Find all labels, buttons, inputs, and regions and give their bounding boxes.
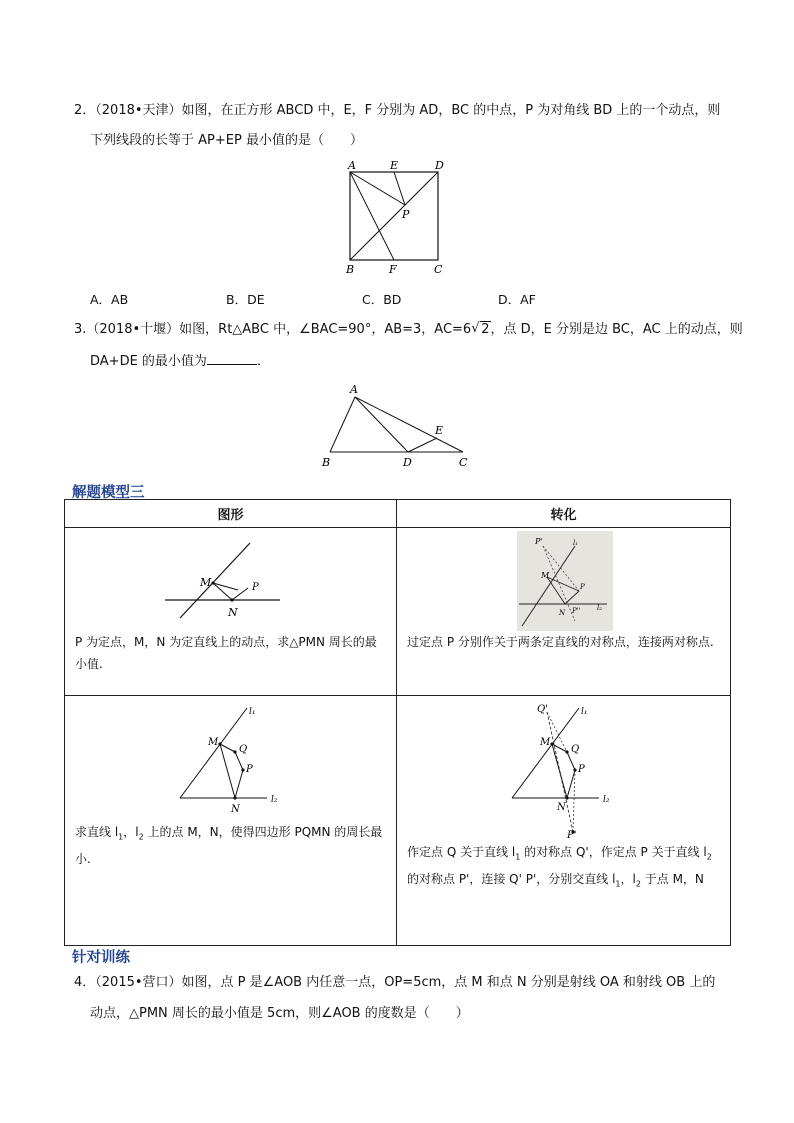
subscript-1: 1 xyxy=(515,852,521,862)
r1r-label-n: N xyxy=(559,609,566,617)
line-l1 xyxy=(512,708,579,798)
tri-label-d: D xyxy=(403,456,412,469)
r2r-label-m: M xyxy=(540,737,551,748)
q2-option-b: B．DE xyxy=(226,292,265,307)
row2-right-cell xyxy=(397,696,731,946)
segment-pn xyxy=(235,770,243,798)
q3-stem-part2: ，点 D，E 分别是边 BC，AC 上的动点，则 xyxy=(490,322,743,337)
table-row xyxy=(65,696,731,946)
table-header-row xyxy=(65,500,731,528)
row1-left-cell xyxy=(65,528,397,696)
tri-label-e: E xyxy=(435,424,444,437)
row2-right-text-a: 作定点 Q 关于直线 l xyxy=(407,845,516,859)
segment-ad xyxy=(355,397,408,452)
tri-label-a: A xyxy=(350,383,358,396)
r1r-label-l2: l₂ xyxy=(597,604,603,612)
col-header-figure: 图形 xyxy=(65,500,397,528)
point-p xyxy=(573,768,576,771)
q2-option-c: C．BD xyxy=(362,292,402,307)
label-b: B xyxy=(346,263,355,276)
q3-triangle-figure xyxy=(315,380,475,472)
diagonal-bd xyxy=(350,172,438,260)
q3-stem-line2-text: DA+DE 的最小值为 xyxy=(90,354,207,369)
q4-line1: 4．（2015•营口）如图，点 P 是∠AOB 内任意一点，OP=5cm，点 M 和点 N 分别是射线 OA 和射线 OB 上的 xyxy=(74,975,716,990)
line-p-p1 xyxy=(573,770,575,832)
point-n xyxy=(230,598,233,601)
r2r-label-p: P xyxy=(578,764,585,775)
segment-ep xyxy=(394,172,405,205)
tri-label-c: C xyxy=(459,456,468,469)
row1-right-cell xyxy=(397,528,731,696)
row1-right-text: 过定点 P 分别作关于两条定直线的对称点，连接两对称点. xyxy=(407,635,714,649)
segment-de xyxy=(408,438,437,452)
row2-right-text xyxy=(397,841,731,896)
row2-right-text-b: 的对称点 Q'，作定点 P 关于直线 l xyxy=(520,845,707,859)
label-c: C xyxy=(434,263,443,276)
side-ac xyxy=(355,397,463,452)
q2-square-figure xyxy=(330,155,460,280)
model3-table xyxy=(64,499,731,946)
q3-stem-line2 xyxy=(90,352,270,372)
segment-mn xyxy=(220,744,235,798)
r2l-label-n: N xyxy=(231,804,240,815)
row1-left-figure xyxy=(160,538,290,628)
col-header-transform: 转化 xyxy=(397,500,731,528)
r1r-label-p: P xyxy=(580,583,585,591)
subscript-1: 1 xyxy=(615,879,621,889)
r2l-label-l1: l₁ xyxy=(249,707,256,717)
row2-left-text-c: 上的点 M，N，使得四边形 PQMN 的周长最小. xyxy=(75,825,383,867)
point-m xyxy=(211,581,214,584)
r2r-label-q1: Q' xyxy=(537,704,548,715)
subscript-2: 2 xyxy=(635,879,641,889)
label-d: D xyxy=(435,159,444,172)
r1r-label-p1: P' xyxy=(535,537,543,546)
row1-right-figure xyxy=(517,531,613,631)
point-p xyxy=(241,768,244,771)
r2r-label-n: N xyxy=(557,802,566,813)
label-p: P xyxy=(402,208,410,221)
fixed-line-slanted xyxy=(180,543,250,618)
row2-right-text-d: ，l xyxy=(620,872,636,887)
row2-left-text xyxy=(65,821,397,870)
label-a: A xyxy=(348,159,356,172)
training-title: 针对训练 xyxy=(72,949,130,966)
sqrt-2 xyxy=(471,320,490,340)
r1l-label-n: N xyxy=(228,606,238,619)
table-row xyxy=(65,528,731,696)
side-ab xyxy=(330,397,355,452)
label-e: E xyxy=(390,159,399,172)
row1-left-text: P 为定点，M，N 为定直线上的动点，求△PMN 周长的最小值. xyxy=(75,635,377,671)
r2r-label-q: Q xyxy=(571,744,580,755)
q2-stem-line2: 下列线段的长等于 AP+EP 最小值的是（ ） xyxy=(90,133,363,148)
r2l-label-q: Q xyxy=(239,744,248,755)
segment-np xyxy=(565,591,579,604)
r1r-label-p2: P'' xyxy=(572,607,581,615)
q4-line2: 动点，△PMN 周长的最小值是 5cm，则∠AOB 的度数是（ ） xyxy=(90,1006,469,1021)
q3-stem-line2-end: ． xyxy=(256,354,270,369)
q2-option-a: A．AB xyxy=(90,292,129,307)
r2r-label-l1: l₁ xyxy=(581,707,588,717)
row2-left-figure xyxy=(175,700,295,820)
segment-pn xyxy=(567,770,575,798)
r2l-label-p: P xyxy=(246,764,253,775)
row2-left-text-a: 求直线 l xyxy=(75,825,119,839)
row2-right-text-c: 的对称点 P'，连接 Q' P'，分别交直线 l xyxy=(407,872,616,887)
r2l-label-m: M xyxy=(208,737,219,748)
tri-label-b: B xyxy=(322,456,331,469)
q3-stem-line1 xyxy=(74,320,743,340)
point-q xyxy=(233,750,236,753)
line-p1-p xyxy=(543,546,579,591)
q2-option-d: D．AF xyxy=(498,292,536,307)
segment-mn xyxy=(552,744,567,798)
answer-blank[interactable] xyxy=(207,352,257,365)
segment-np xyxy=(232,588,248,600)
subscript-1: 1 xyxy=(118,832,124,842)
row2-left-cell xyxy=(65,696,397,946)
point-n xyxy=(565,796,568,799)
sqrt-radicand: 2 xyxy=(481,322,490,337)
r2r-label-p1: P' xyxy=(567,830,577,840)
point-n xyxy=(233,796,236,799)
point-m xyxy=(218,742,221,745)
model3-title: 解题模型三 xyxy=(72,484,145,501)
r2l-label-l2: l₂ xyxy=(271,795,278,805)
row2-left-text-b: ，l xyxy=(123,825,139,839)
r1r-label-m: M xyxy=(541,571,550,580)
r1r-label-l1: l₁ xyxy=(573,539,579,547)
q2-stem-line1: 2．（2018•天津）如图，在正方形 ABCD 中，E，F 分别为 AD，BC 的中点，P 为对角线 BD 上的一个动点，则 xyxy=(74,103,721,118)
row2-right-figure xyxy=(507,700,627,840)
point-m xyxy=(550,742,553,745)
subscript-2: 2 xyxy=(706,852,712,862)
r1l-label-p: P xyxy=(252,582,259,593)
r2r-label-l2: l₂ xyxy=(603,795,610,805)
q3-stem-part1: 3.（2018•十堰）如图，Rt△ABC 中，∠BAC=90°，AB=3，AC=6 xyxy=(74,322,472,337)
row2-right-text-e: 于点 M，N xyxy=(640,872,704,887)
r1l-label-m: M xyxy=(200,576,212,589)
label-f: F xyxy=(389,263,397,276)
subscript-2: 2 xyxy=(138,832,144,842)
row1-right-photo xyxy=(517,531,613,631)
point-q xyxy=(565,750,568,753)
line-l1 xyxy=(180,708,247,798)
